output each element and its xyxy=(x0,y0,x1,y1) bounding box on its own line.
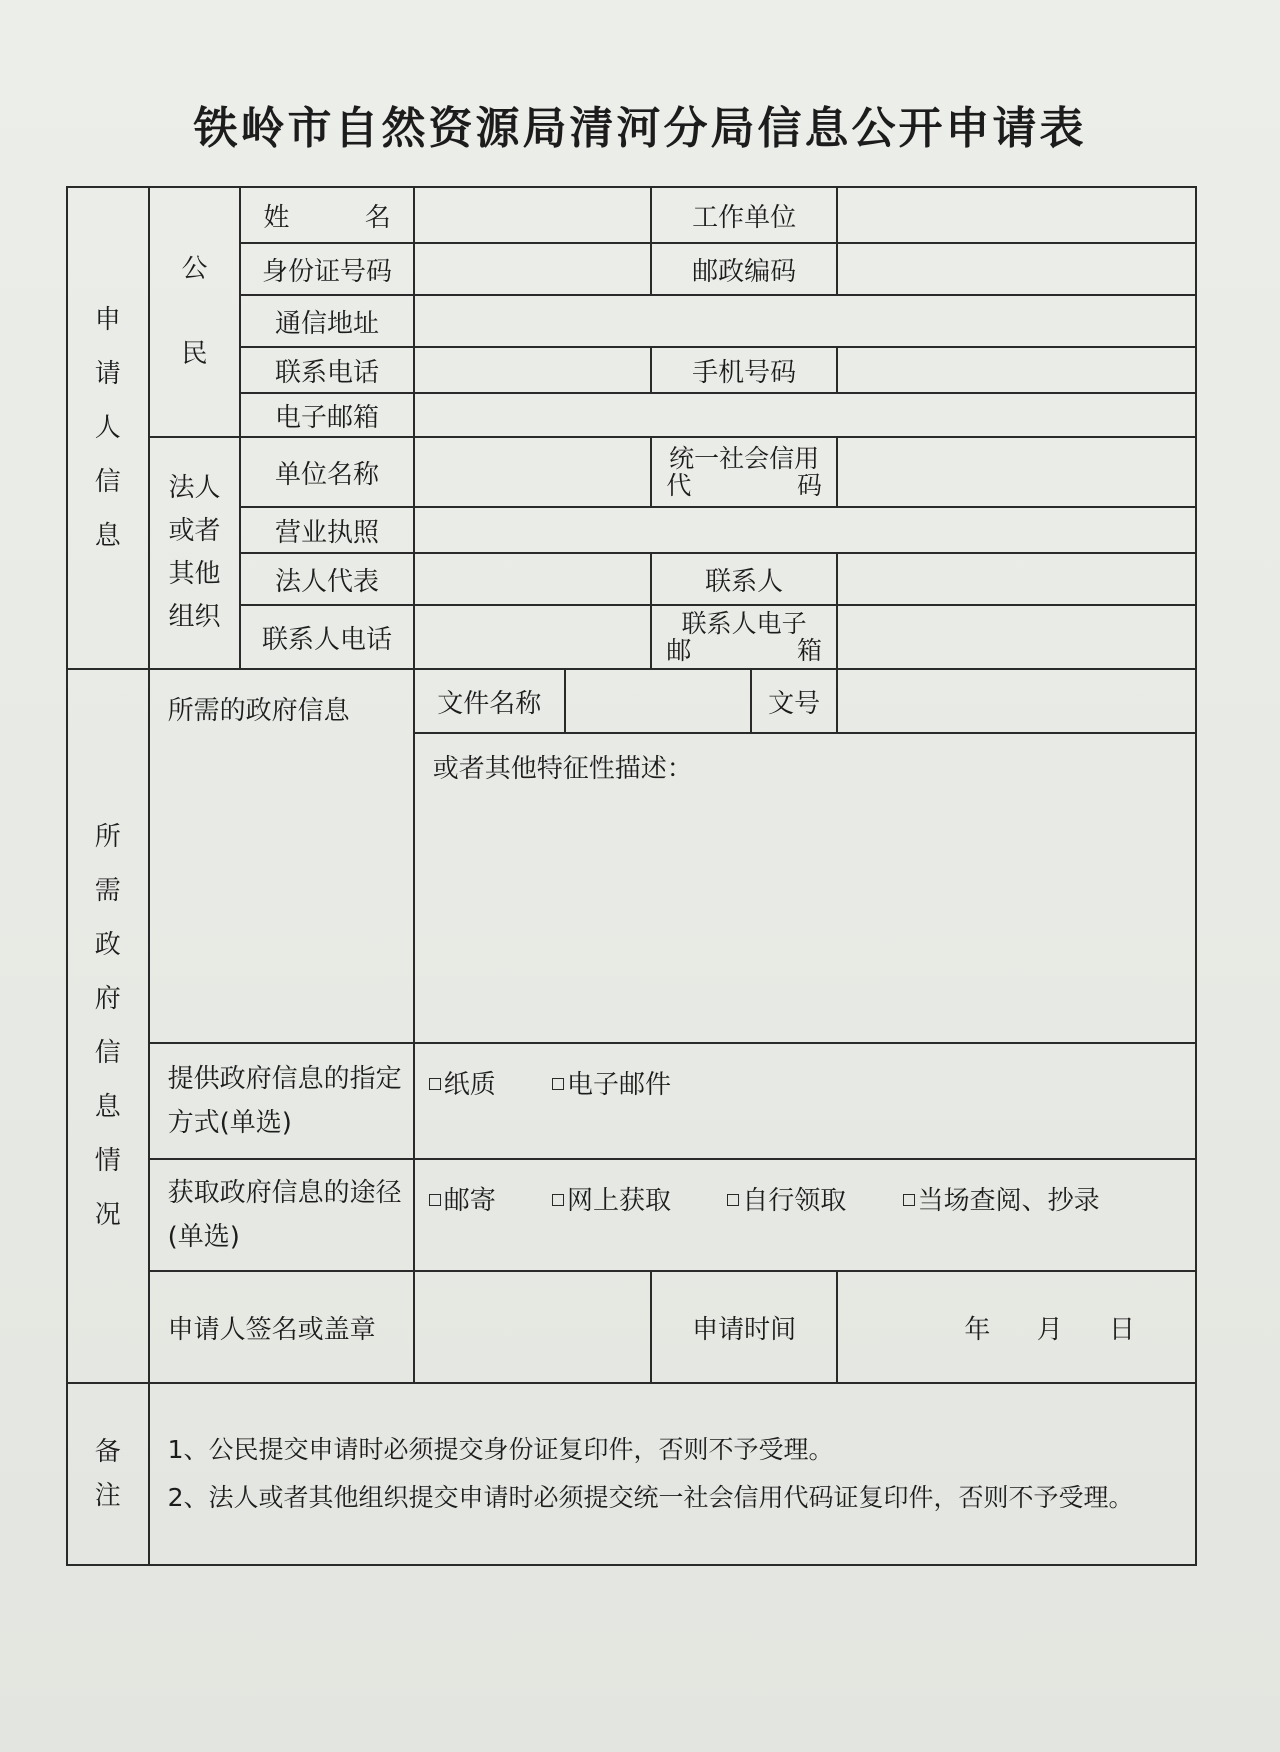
address-field[interactable] xyxy=(414,295,1196,347)
checkbox-icon xyxy=(552,1078,564,1090)
checkbox-icon xyxy=(903,1194,915,1206)
applicant-section-label: 申请人信息 xyxy=(67,187,149,669)
date-label: 申请时间 xyxy=(651,1271,837,1383)
contact-person-label: 联系人 xyxy=(651,553,837,605)
note-line-2: 2、法人或者其他组织提交申请时必须提交统一社会信用代码证复印件，否则不予受理。 xyxy=(167,1483,1134,1512)
citizen-group-label: 公 民 xyxy=(149,187,241,437)
name-field[interactable] xyxy=(414,187,652,243)
contact-phone-label: 联系人电话 xyxy=(240,605,413,669)
checkbox-icon xyxy=(429,1194,441,1206)
mobile-field[interactable] xyxy=(837,347,1196,393)
name-label: 姓 名 xyxy=(240,187,413,243)
channel-option-onsite[interactable]: 当场查阅、抄录 xyxy=(903,1180,1100,1217)
phone-label: 联系电话 xyxy=(240,347,413,393)
work-unit-label: 工作单位 xyxy=(651,187,837,243)
request-section-label: 所需政府信息情况 xyxy=(67,669,149,1383)
contact-person-field[interactable] xyxy=(837,553,1196,605)
legal-rep-label: 法人代表 xyxy=(240,553,413,605)
notes-label: 备 注 xyxy=(67,1383,149,1565)
doc-name-field[interactable] xyxy=(565,669,752,733)
work-unit-field[interactable] xyxy=(837,187,1196,243)
description-field[interactable] xyxy=(414,733,1196,1043)
credit-code-field[interactable] xyxy=(837,437,1196,507)
channel-option-mail[interactable]: 邮寄 xyxy=(429,1180,496,1217)
description-label: 或者其他特征性描述： xyxy=(432,754,693,784)
id-number-field[interactable] xyxy=(414,243,652,295)
form-title: 铁岭市自然资源局清河分局信息公开申请表 xyxy=(193,103,1087,154)
credit-code-label: 统一社会信用 代 码 xyxy=(651,437,837,507)
legal-rep-field[interactable] xyxy=(414,553,652,605)
checkbox-icon xyxy=(552,1194,564,1206)
method-label: 提供政府信息的指定方式(单选) xyxy=(149,1043,414,1159)
doc-number-label: 文号 xyxy=(751,669,837,733)
email-label: 电子邮箱 xyxy=(240,393,413,437)
unit-name-field[interactable] xyxy=(414,437,652,507)
date-day: 日 xyxy=(1108,1314,1135,1345)
unit-name-label: 单位名称 xyxy=(240,437,413,507)
note-line-1: 1、公民提交申请时必须提交身份证复印件，否则不予受理。 xyxy=(167,1435,834,1464)
postal-code-field[interactable] xyxy=(837,243,1196,295)
signature-field[interactable] xyxy=(414,1271,652,1383)
doc-name-label: 文件名称 xyxy=(414,669,565,733)
id-number-label: 身份证号码 xyxy=(240,243,413,295)
contact-phone-field[interactable] xyxy=(414,605,652,669)
business-license-field[interactable] xyxy=(414,507,1196,553)
date-field[interactable] xyxy=(837,1271,1196,1383)
business-license-label: 营业执照 xyxy=(240,507,413,553)
date-year: 年 xyxy=(964,1314,991,1345)
channel-option-pickup[interactable]: 自行领取 xyxy=(727,1180,846,1217)
legal-group-label: 法人 或者 其他 组织 xyxy=(149,437,241,669)
mobile-label: 手机号码 xyxy=(651,347,837,393)
doc-number-field[interactable] xyxy=(837,669,1196,733)
channel-label: 获取政府信息的途径(单选) xyxy=(149,1159,414,1271)
method-options xyxy=(414,1043,1196,1159)
channel-options xyxy=(414,1159,1196,1271)
phone-field[interactable] xyxy=(414,347,652,393)
address-label: 通信地址 xyxy=(240,295,413,347)
date-month: 月 xyxy=(1036,1314,1063,1345)
requested-info-label: 所需的政府信息 xyxy=(149,669,414,1043)
postal-code-label: 邮政编码 xyxy=(651,243,837,295)
method-option-email[interactable]: 电子邮件 xyxy=(552,1064,671,1101)
channel-option-online[interactable]: 网上获取 xyxy=(552,1180,671,1217)
signature-label: 申请人签名或盖章 xyxy=(149,1271,414,1383)
method-option-paper[interactable]: 纸质 xyxy=(429,1064,496,1101)
email-field[interactable] xyxy=(414,393,1196,437)
application-form-table xyxy=(66,186,1197,1566)
checkbox-icon xyxy=(429,1078,441,1090)
notes-content xyxy=(149,1383,1196,1565)
contact-email-label: 联系人电子 邮 箱 xyxy=(651,605,837,669)
checkbox-icon xyxy=(727,1194,739,1206)
contact-email-field[interactable] xyxy=(837,605,1196,669)
